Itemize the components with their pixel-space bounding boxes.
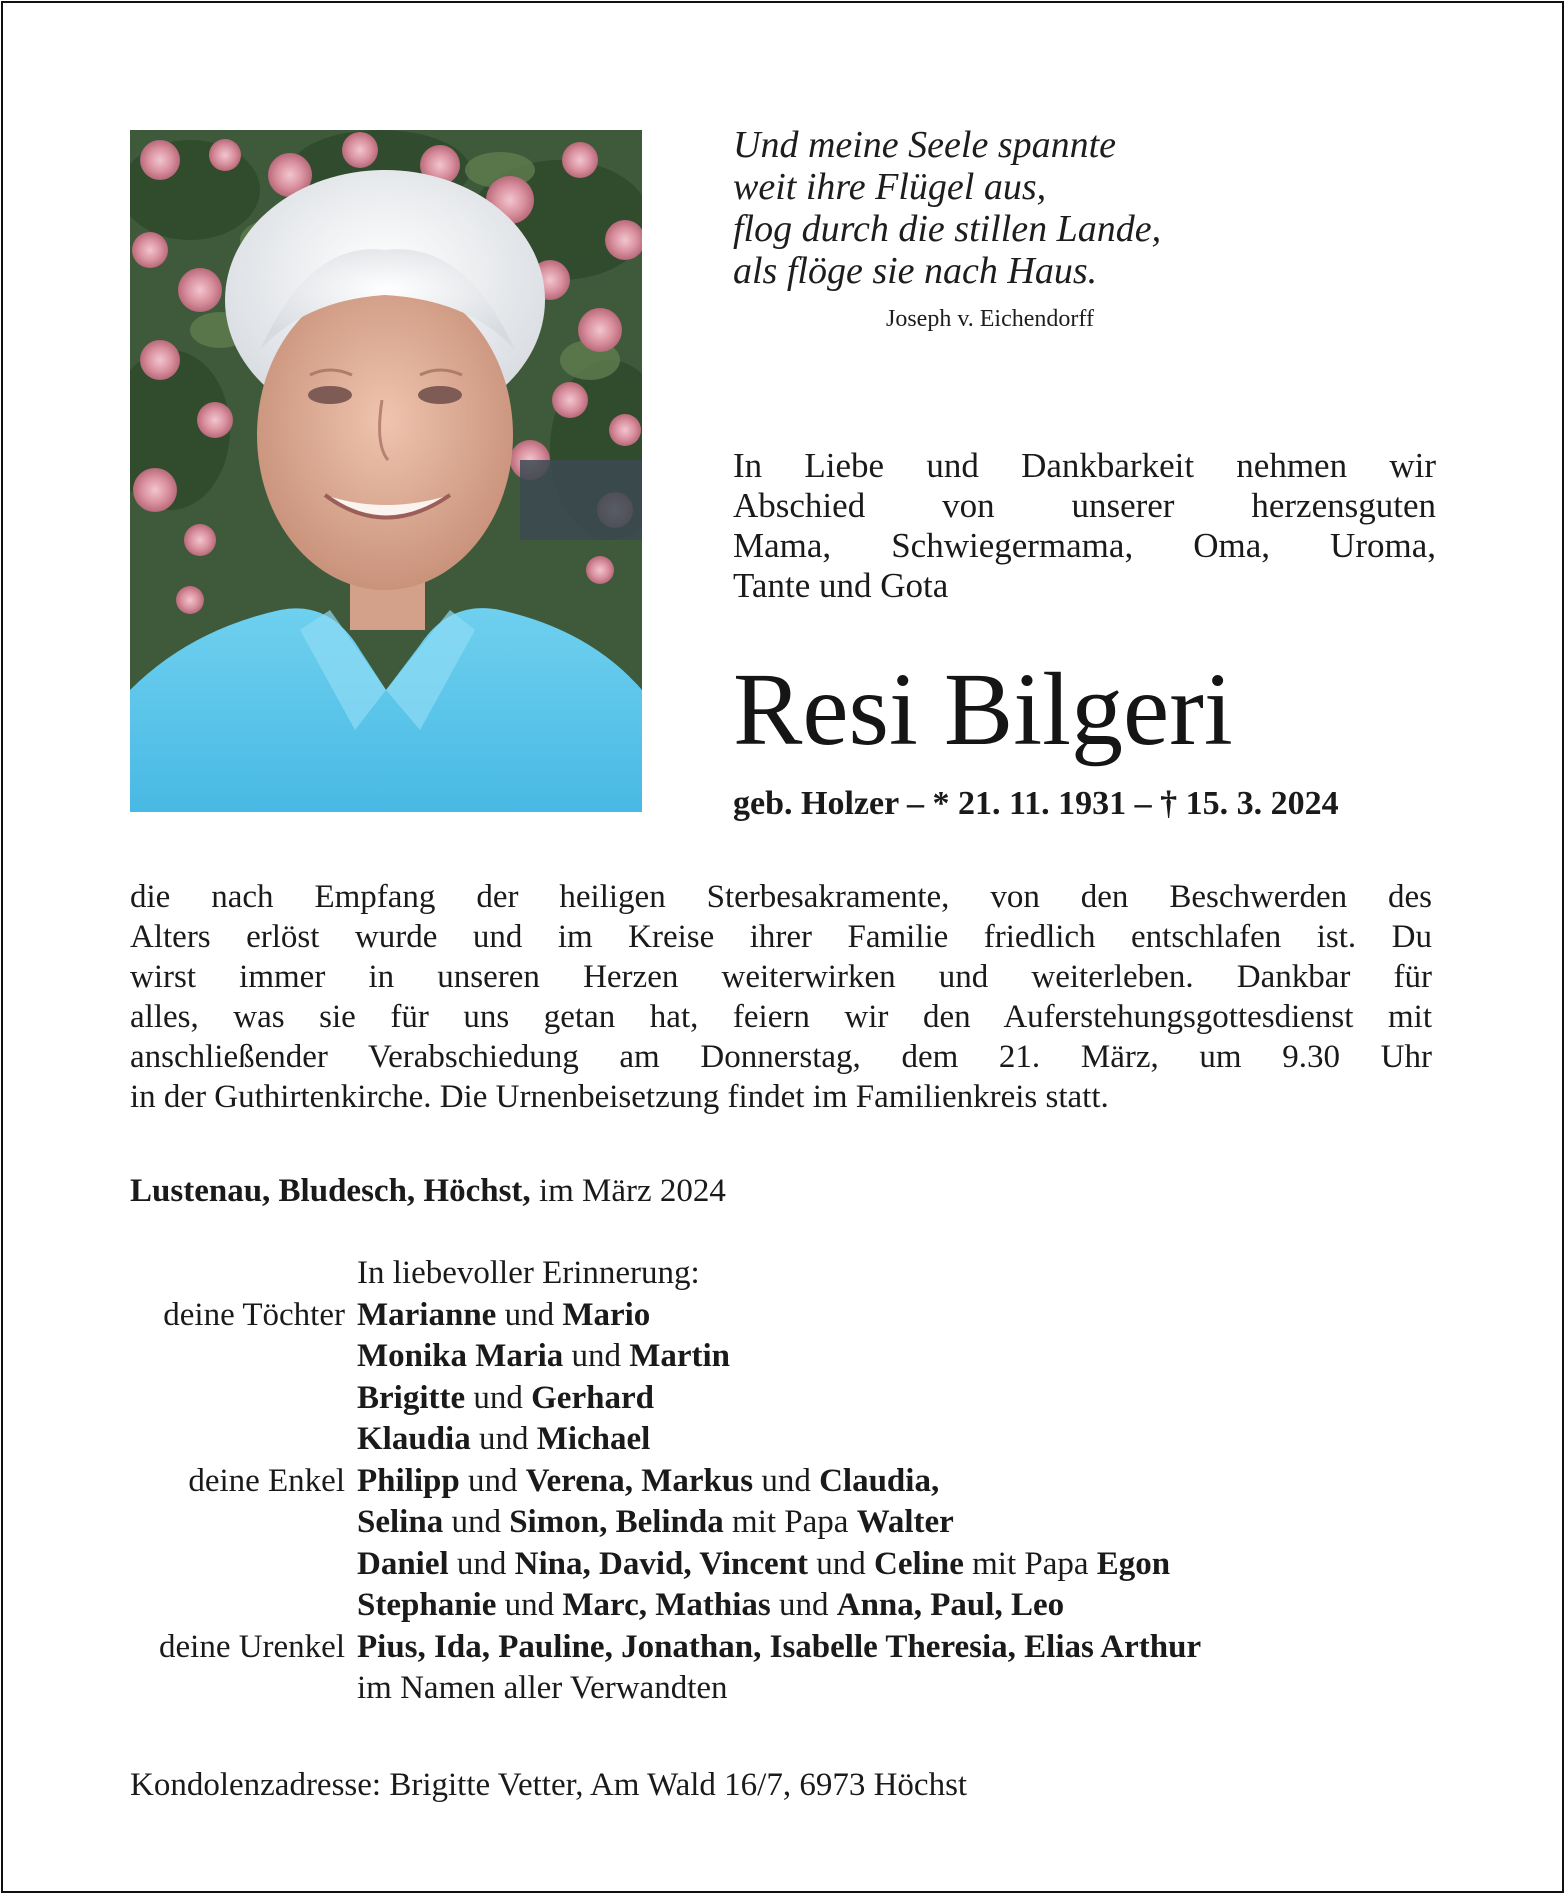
family-member-name: Martin xyxy=(629,1338,731,1374)
body-line: Alters erlöst wurde und im Kreise ihrer Familie friedlich entschlafen ist. Du xyxy=(130,919,1432,955)
family-member-name: Klaudia xyxy=(357,1421,471,1457)
poem xyxy=(733,124,1213,292)
family-connector: und xyxy=(470,1421,537,1457)
family-names xyxy=(357,1419,650,1461)
family-heading: In liebevoller Erinnerung: xyxy=(357,1255,700,1291)
family-relation-label: deine Urenkel xyxy=(159,1628,345,1665)
family-connector: und xyxy=(808,1545,875,1582)
body-line: wirst immer in unseren Herzen weiterwirken und weiterleben. Dankbar für xyxy=(130,959,1432,995)
deceased-name: Resi Bilgeri xyxy=(733,652,1233,767)
family-member-name: Pius, Ida, Pauline, Jonathan, Isabelle Theresia, Elias Arthur xyxy=(357,1628,1202,1665)
family-member-name: Anna, Paul, Leo xyxy=(836,1587,1065,1623)
family-connector: und xyxy=(465,1379,532,1416)
family-member-name: Celine xyxy=(874,1545,964,1582)
family-member-name: Stephanie xyxy=(357,1587,497,1623)
portrait-photo xyxy=(130,130,642,812)
body-line: in der Guthirtenkirche. Die Urnenbeisetzung findet im Familienkreis statt. xyxy=(130,1079,1109,1115)
family-connector: und xyxy=(448,1545,515,1582)
family-row xyxy=(0,1461,1567,1503)
family-names xyxy=(357,1295,650,1337)
family-member-name: Claudia, xyxy=(819,1462,940,1499)
place-towns: Lustenau, Bludesch, Höchst, xyxy=(130,1173,531,1209)
family-member-name: Mario xyxy=(562,1296,651,1333)
family-member-name: Walter xyxy=(856,1504,954,1540)
family-row xyxy=(0,1627,1567,1669)
family-row xyxy=(0,1295,1567,1337)
family-connector: und xyxy=(753,1462,820,1499)
family-names xyxy=(357,1502,954,1544)
place-date: im März 2024 xyxy=(530,1173,726,1209)
body-line: alles, was sie für uns getan hat, feiern wir den Auferstehungsgottesdienst mit xyxy=(130,999,1432,1035)
family-member-name: Philipp xyxy=(357,1462,460,1499)
poem-line: weit ihre Flügel aus, xyxy=(733,166,1047,208)
poem-line: flog durch die stillen Lande, xyxy=(733,208,1162,250)
body-line: die nach Empfang der heiligen Sterbesakramente, von den Beschwerden des xyxy=(130,879,1432,915)
family-member-name: Gerhard xyxy=(531,1379,654,1416)
family-connector: und xyxy=(443,1504,510,1540)
family-row xyxy=(0,1419,1567,1461)
condolence-address: Kondolenzadresse: Brigitte Vetter, Am Wald 16/7, 6973 Höchst xyxy=(130,1767,968,1803)
family-names xyxy=(357,1585,1064,1627)
family-row xyxy=(0,1378,1567,1420)
family-connector: im Namen aller Verwandten xyxy=(357,1670,728,1706)
family-member-name: Monika Maria xyxy=(357,1338,564,1374)
family-list xyxy=(0,1253,1567,1710)
body-line: anschließender Verabschiedung am Donnerstag, dem 21. März, um 9.30 Uhr xyxy=(130,1039,1432,1075)
family-names xyxy=(357,1336,730,1378)
family-member-name: Marianne xyxy=(357,1296,497,1333)
family-member-name: Nina, David, Vincent xyxy=(514,1545,809,1582)
family-relation-label: deine Enkel xyxy=(188,1462,345,1499)
family-connector: mit Papa xyxy=(723,1504,857,1540)
family-row xyxy=(0,1336,1567,1378)
family-connector: mit Papa xyxy=(963,1545,1097,1582)
intro-line: In Liebe und Dankbarkeit nehmen wir xyxy=(733,446,1436,485)
intro-line: Abschied von unserer herzensguten xyxy=(733,486,1436,525)
family-member-name: Daniel xyxy=(357,1545,449,1582)
family-connector: und xyxy=(563,1338,630,1374)
body-paragraph xyxy=(130,877,1432,1117)
family-member-name: Selina xyxy=(357,1504,444,1540)
family-relation-label: deine Töchter xyxy=(163,1296,345,1333)
family-row xyxy=(0,1668,1567,1710)
family-names xyxy=(357,1544,1170,1586)
family-row xyxy=(0,1502,1567,1544)
family-connector: und xyxy=(496,1587,563,1623)
family-connector: und xyxy=(459,1462,526,1499)
family-heading-row xyxy=(0,1253,1567,1295)
poem-line: als flöge sie nach Haus. xyxy=(733,250,1098,292)
family-member-name: Verena, Markus xyxy=(525,1462,754,1499)
family-connector: und xyxy=(770,1587,837,1623)
family-member-name: Egon xyxy=(1096,1545,1171,1582)
intro-line: Tante und Gota xyxy=(733,566,949,605)
family-row xyxy=(0,1544,1567,1586)
poem-line: Und meine Seele spannte xyxy=(733,124,1117,166)
family-member-name: Michael xyxy=(536,1421,651,1457)
life-dates: geb. Holzer – * 21. 11. 1931 – † 15. 3. 2024 xyxy=(733,785,1339,822)
family-names xyxy=(357,1668,728,1710)
family-names xyxy=(357,1378,654,1420)
family-member-name: Marc, Mathias xyxy=(562,1587,771,1623)
place-and-date xyxy=(130,1171,726,1211)
family-member-name: Simon, Belinda xyxy=(509,1504,724,1540)
family-connector: und xyxy=(496,1296,563,1333)
family-names xyxy=(357,1627,1201,1669)
family-member-name: Brigitte xyxy=(357,1379,466,1416)
intro-line: Mama, Schwiegermama, Oma, Uroma, xyxy=(733,526,1436,565)
family-names xyxy=(357,1461,939,1503)
intro-paragraph xyxy=(733,446,1436,606)
poem-author: Joseph v. Eichendorff xyxy=(886,306,1094,332)
family-row xyxy=(0,1585,1567,1627)
